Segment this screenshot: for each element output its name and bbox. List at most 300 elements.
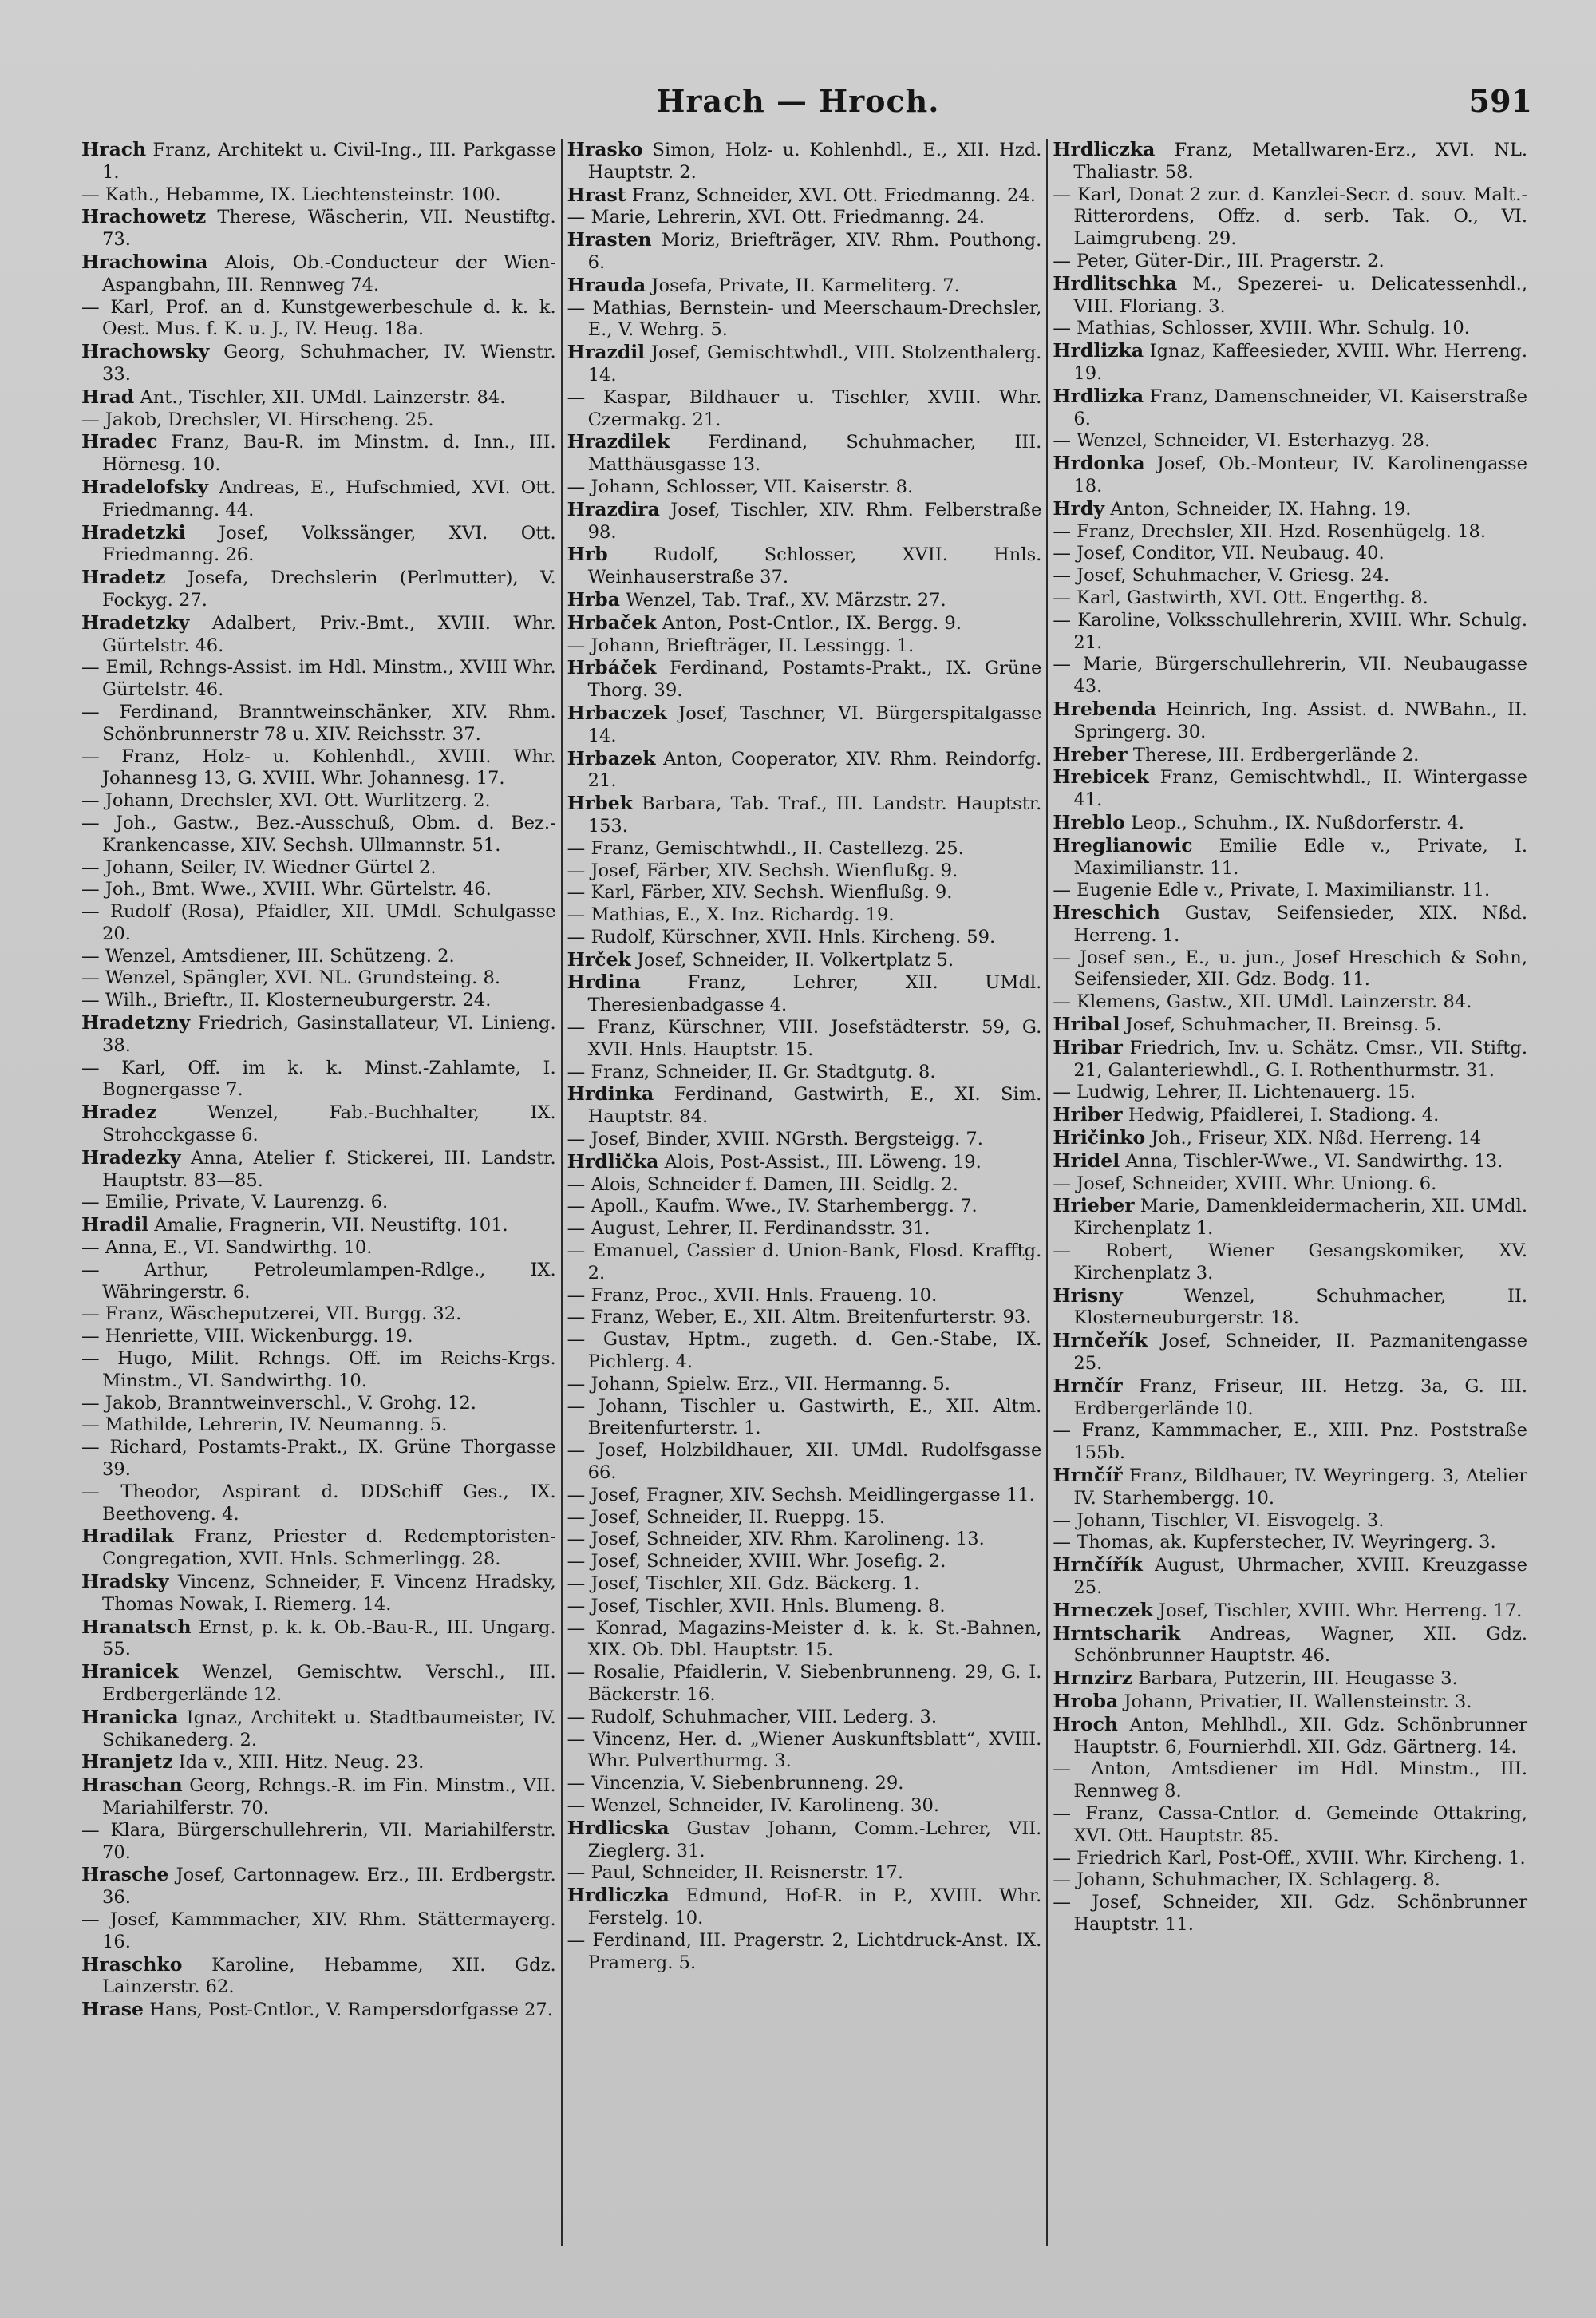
entry-details: — Mathias, Bernstein- und Meerschaum-Drechsler, E., V. Wehrg. 5. (567, 297, 1042, 341)
entry-details: — Karoline, Volksschullehrerin, XVIII. Whr. Schulg. 21. (1053, 609, 1528, 653)
entry-surname: Hrebenda (1053, 697, 1157, 720)
entry-details: — Wenzel, Schneider, VI. Esterhazyg. 28. (1053, 430, 1431, 452)
entry-details: — Mathias, E., X. Inz. Richardg. 19. (567, 904, 895, 926)
directory-entry (81, 409, 556, 432)
entry-details: — Marie, Lehrerin, XVI. Ott. Friedmanng. 24. (567, 207, 985, 228)
entry-details: — Josef, Schneider, XIV. Rhm. Karolineng. 13. (567, 1529, 985, 1550)
entry-details: — Josef, Schneider, II. Rueppg. 15. (567, 1506, 886, 1528)
entry-details: — Joh., Gastw., Bez.-Ausschuß, Obm. d. Bez.-Krankencasse, XIV. Sechsh. Ullmannstr. 51. (81, 812, 556, 856)
entry-details: — Karl, Gastwirth, XVI. Ott. Engerthg. 8. (1053, 587, 1428, 608)
entry-surname: Hrasten (567, 228, 652, 251)
directory-entry (567, 1729, 1042, 1774)
directory-entry (567, 1307, 1042, 1329)
entry-details: — Franz, Wäscheputzerei, VII. Burgg. 32. (81, 1303, 462, 1325)
entry-details: Franz, Schneider, XVI. Ott. Friedmanng. 24. (631, 184, 1036, 206)
directory-entry (81, 1999, 556, 2022)
directory-entry (81, 1214, 556, 1237)
entry-details: Therese, Wäscherin, VII. Neustiftg. 73. (102, 207, 556, 251)
directory-entry (81, 990, 556, 1012)
entry-surname: Hranatsch (81, 1615, 192, 1638)
entry-details: — Rosalie, Pfaidlerin, V. Siebenbrunneng. 29, G. I. Bäckerstr. 16. (567, 1662, 1042, 1705)
directory-entry (567, 1529, 1042, 1551)
entry-details: Franz, Bau-R. im Minstm. d. Inn., III. Hörnesg. 10. (102, 432, 556, 476)
directory-entry (1053, 1285, 1527, 1331)
entry-surname: Hrntscharik (1053, 1621, 1181, 1644)
directory-entry (1053, 1892, 1527, 1936)
entry-details: Johann, Privatier, II. Wallensteinstr. 3. (1124, 1691, 1472, 1712)
directory-entry (567, 1885, 1042, 1930)
directory-entry (567, 612, 1042, 635)
entry-details: Gustav, Seifensieder, XIX. Nßd. Herreng. 1. (1073, 903, 1527, 946)
directory-entry (567, 1573, 1042, 1596)
directory-entry (81, 813, 556, 857)
directory-entry (567, 342, 1042, 387)
page-number: 591 (1468, 83, 1532, 119)
entry-surname: Hrbazek (567, 746, 656, 769)
directory-entry (567, 882, 1042, 904)
entry-details: Josef, Gemischtwhdl., VIII. Stolzenthalerg. 14. (587, 342, 1042, 386)
directory-entry (81, 857, 556, 880)
directory-entry (1053, 139, 1527, 184)
entry-details: — Konrad, Magazins-Meister d. k. k. St.-Bahnen, XIX. Ob. Dbl. Hauptstr. 15. (567, 1617, 1042, 1661)
entry-surname: Hradec (81, 430, 158, 453)
entry-details: — Hugo, Milit. Rchngs. Off. im Reichs-Krgs. Minstm., VI. Sandwirthg. 10. (81, 1348, 556, 1391)
directory-entry (1053, 610, 1527, 655)
entry-details: — Ludwig, Lehrer, II. Lichtenauerg. 15. (1053, 1082, 1416, 1103)
entry-surname: Hrček (567, 947, 631, 971)
entry-details: Franz, Architekt u. Civil-Ing., III. Parkgasse 1. (102, 140, 556, 183)
directory-entry (1053, 1510, 1527, 1533)
entry-surname: Hrachowetz (81, 205, 207, 228)
directory-entry (81, 901, 556, 946)
directory-entry (567, 1485, 1042, 1507)
column-left (77, 139, 561, 2246)
column-middle (561, 139, 1047, 2246)
entry-surname: Hrba (567, 587, 620, 611)
entry-details: — Anton, Amtsdiener im Hdl. Minstm., III. Rennweg 8. (1053, 1758, 1528, 1802)
entry-details: — Johann, Drechsler, XVI. Ott. Wurlitzerg. 2. (81, 790, 491, 812)
entry-details: Anna, Tischler-Wwe., VI. Sandwirthg. 13. (1125, 1150, 1503, 1172)
entry-details: Georg, Schuhmacher, IV. Wienstr. 33. (102, 342, 556, 385)
entry-details: Ida v., XIII. Hitz. Neug. 23. (178, 1752, 425, 1774)
entry-details: Barbara, Tab. Traf., III. Landstr. Hauptstr. 153. (587, 793, 1042, 837)
entry-details: Josef, Cartonnagew. Erz., III. Erdbergstr. 36. (102, 1865, 556, 1909)
entry-surname: Hranicka (81, 1705, 179, 1728)
directory-entry (567, 1151, 1042, 1174)
entry-details: Wenzel, Schuhmacher, II. Klosterneuburgerstr. 18. (1073, 1285, 1528, 1329)
entry-surname: Hranicek (81, 1660, 179, 1683)
entry-details: — Rudolf (Rosa), Pfaidler, XII. UMdl. Schulgasse 20. (81, 901, 556, 944)
directory-entry (81, 1571, 556, 1616)
entry-details: — Franz, Schneider, II. Gr. Stadtgutg. 8. (567, 1061, 936, 1082)
directory-entry (81, 967, 556, 990)
entry-surname: Hrdlička (567, 1149, 659, 1173)
directory-entry (567, 1795, 1042, 1818)
directory-entry (1053, 587, 1527, 610)
entry-details: — Vincenz, Her. d. „Wiener Auskunftsblatt“, XVIII. Whr. Pulverthurmg. 3. (567, 1728, 1042, 1772)
directory-entry (567, 1440, 1042, 1485)
entry-details: — Apoll., Kaufm. Wwe., IV. Starhembergg. 7. (567, 1196, 978, 1217)
entry-details: Josef, Schuhmacher, II. Breinsg. 5. (1125, 1015, 1442, 1036)
directory-entry (1053, 273, 1527, 318)
entry-surname: Hrdlizka (1053, 384, 1144, 407)
entry-details: Wenzel, Gemischtw. Verschl., III. Erdbergerlände 12. (102, 1662, 556, 1705)
entry-details: Josefa, Drechslerin (Perlmutter), V. Fockyg. 27. (102, 568, 556, 611)
entry-surname: Hrdonka (1053, 452, 1145, 475)
entry-surname: Hribar (1053, 1035, 1123, 1058)
entry-surname: Hrase (81, 1998, 144, 2021)
directory-entry (81, 251, 556, 297)
entry-details: — Kath., Hebamme, IX. Liechtensteinstr. 100. (81, 184, 501, 205)
directory-entry (1053, 1240, 1527, 1285)
entry-surname: Hraschan (81, 1774, 183, 1797)
directory-entry (567, 657, 1042, 702)
entry-details: Josef, Tischler, XIV. Rhm. Felberstraße 98. (587, 499, 1042, 543)
entry-details: — Franz, Proc., XVII. Hnls. Fraueng. 10. (567, 1284, 938, 1306)
entry-surname: Hrazdil (567, 341, 646, 364)
entry-details: Ignaz, Architekt u. Stadtbaumeister, IV. Schikanederg. 2. (102, 1707, 556, 1750)
entry-details: Alois, Ob.-Conducteur der Wien-Aspangbahn, III. Rennweg 74. (102, 251, 556, 295)
entry-surname: Hradetzki (81, 520, 186, 544)
directory-entry (1053, 766, 1527, 812)
entry-details: Ferdinand, Gastwirth, E., XI. Sim. Hauptstr. 84. (587, 1084, 1042, 1128)
entry-surname: Hriber (1053, 1103, 1123, 1126)
entry-details: — Gustav, Hptm., zugeth. d. Gen.-Stabe, IX. Pichlerg. 4. (567, 1329, 1042, 1373)
entry-surname: Hrast (567, 183, 626, 206)
entry-details: Josef, Taschner, VI. Bürgerspitalgasse 14. (587, 702, 1042, 746)
directory-entry (1053, 1465, 1527, 1510)
entry-details: Heinrich, Ing. Assist. d. NWBahn., II. Springerg. 30. (1073, 698, 1528, 742)
entry-surname: Hradil (81, 1213, 149, 1236)
entry-surname: Hrbaček (567, 611, 657, 634)
entry-details: Josefa, Private, II. Karmeliterg. 7. (651, 275, 960, 296)
entry-details: — Mathilde, Lehrerin, IV. Neumanng. 5. (81, 1414, 448, 1436)
directory-entry (1053, 386, 1527, 431)
directory-entry (567, 1596, 1042, 1618)
directory-entry (81, 431, 556, 477)
entry-surname: Hrdliczka (1053, 139, 1156, 160)
entry-details: Marie, Damenkleidermacherin, XII. UMdl. Kirchenplatz 1. (1073, 1196, 1528, 1240)
directory-entry (81, 1707, 556, 1752)
entry-details: — Josef, Schuhmacher, V. Griesg. 24. (1053, 565, 1390, 587)
entry-surname: Hranjetz (81, 1750, 173, 1774)
directory-entry (81, 657, 556, 702)
entry-surname: Hradilak (81, 1525, 174, 1548)
directory-entry (1053, 1623, 1527, 1668)
directory-entry (1053, 698, 1527, 744)
entry-surname: Hridel (1053, 1149, 1120, 1172)
directory-entry (567, 139, 1042, 184)
entry-details: — Theodor, Aspirant d. DDSchiff Ges., IX. Beethoveng. 4. (81, 1481, 556, 1525)
directory-entry (1053, 1104, 1527, 1127)
entry-details: Franz, Lehrer, XII. UMdl. Theresienbadgasse 4. (587, 972, 1042, 1016)
entry-surname: Hrdina (567, 971, 641, 994)
entry-details: Franz, Bildhauer, IV. Weyringerg. 3, Atelier IV. Starhembergg. 10. (1073, 1466, 1528, 1509)
entry-surname: Hrnčíř (1053, 1464, 1123, 1487)
entry-surname: Hroch (1053, 1712, 1118, 1735)
entry-details: Hedwig, Pfaidlerei, I. Stadiong. 4. (1128, 1105, 1440, 1126)
directory-entry (567, 1818, 1042, 1863)
directory-entry (81, 1909, 556, 1954)
entry-surname: Hrasche (81, 1863, 169, 1886)
directory-entry (567, 1707, 1042, 1729)
entry-details: August, Uhrmacher, XVIII. Kreuzgasse 25. (1073, 1555, 1528, 1598)
directory-entry (1053, 430, 1527, 453)
entry-surname: Hrachowsky (81, 340, 210, 363)
directory-entry (1053, 744, 1527, 767)
entry-details: Franz, Gemischtwhdl., II. Wintergasse 41. (1073, 767, 1528, 811)
directory-entry (1053, 880, 1527, 902)
directory-entry (567, 1374, 1042, 1396)
entry-details: — Johann, Tischler u. Gastwirth, E., XII. Altm. Breitenfurterstr. 1. (567, 1395, 1042, 1439)
directory-entry (567, 544, 1042, 589)
directory-entry (81, 1102, 556, 1147)
entry-surname: Hrdlizka (1053, 339, 1144, 362)
entry-details: — Rudolf, Kürschner, XVII. Hnls. Kircheng. 59. (567, 926, 996, 947)
directory-entry (567, 838, 1042, 860)
directory-entry (567, 184, 1042, 208)
entry-details: Josef, Schneider, II. Volkertplatz 5. (637, 949, 954, 971)
directory-entry (1053, 1150, 1527, 1173)
entry-details: — Josef, Schneider, XII. Gdz. Schönbrunner Hauptstr. 11. (1053, 1892, 1528, 1935)
entry-details: Gustav Johann, Comm.-Lehrer, VII. Zieglerg. 31. (587, 1818, 1042, 1861)
entry-details: Alois, Post-Assist., III. Löweng. 19. (664, 1151, 982, 1173)
directory-entry (1053, 1420, 1527, 1465)
directory-entry (1053, 521, 1527, 544)
entry-surname: Hradetzny (81, 1011, 191, 1034)
directory-entry (81, 477, 556, 522)
directory-entry (567, 748, 1042, 793)
entry-surname: Hradezky (81, 1145, 181, 1169)
directory-entry (81, 567, 556, 612)
directory-entry (567, 1507, 1042, 1529)
entry-details: Emilie Edle v., Private, I. Maximilianstr. 11. (1073, 835, 1528, 879)
directory-entry (1053, 812, 1527, 835)
directory-entry (81, 1437, 556, 1481)
entry-details: — Karl, Donat 2 zur. d. Kanzlei-Secr. d. souv. Malt.-Ritterordens, Offz. d. serb. Tak. O., VI. Laimgrubeng. 29. (1053, 184, 1528, 250)
directory-entry (1053, 654, 1527, 698)
entry-details: — Henriette, VIII. Wickenburgg. 19. (81, 1326, 413, 1347)
directory-entry (81, 1774, 556, 1820)
directory-entry (567, 1551, 1042, 1573)
entry-details: — Josef, Schneider, XVIII. Whr. Uniong. 6. (1053, 1173, 1437, 1194)
directory-entry (1053, 1195, 1527, 1240)
entry-details: — Josef, Fragner, XIV. Sechsh. Meidlingergasse 11. (567, 1484, 1035, 1505)
entry-details: Franz, Friseur, III. Hetzg. 3a, G. III. Erdbergerlände 10. (1073, 1375, 1528, 1419)
directory-entry (81, 386, 556, 409)
entry-details: Anton, Mehlhdl., XII. Gdz. Schönbrunner Hauptstr. 6, Fournierhdl. XII. Gdz. Gärtnerg. 14. (1073, 1714, 1528, 1758)
column-right (1046, 139, 1532, 2246)
directory-entry (81, 1237, 556, 1260)
entry-details: — Emanuel, Cassier d. Union-Bank, Flosd. Krafftg. 2. (567, 1240, 1042, 1284)
entry-details: — Franz, Drechsler, XII. Hzd. Rosenhügelg. 18. (1053, 520, 1487, 542)
entry-details: Edmund, Hof-R. in P., XVIII. Whr. Ferstelg. 10. (587, 1885, 1042, 1928)
directory-entry (1053, 902, 1527, 947)
directory-entry (81, 946, 556, 968)
entry-details: Vincenz, Schneider, F. Vincenz Hradsky, Thomas Nowak, I. Riemerg. 14. (102, 1572, 556, 1615)
entry-details: — Josef, Tischler, XVII. Hnls. Blumeng. 8. (567, 1595, 946, 1616)
entry-details: — Thomas, ak. Kupferstecher, IV. Weyringerg. 3. (1053, 1532, 1496, 1553)
directory-entry (1053, 1848, 1527, 1870)
directory-entry (567, 1083, 1042, 1129)
directory-entry (567, 949, 1042, 972)
directory-entry (567, 860, 1042, 883)
entry-details: — Ferdinand, Branntweinschänker, XIV. Rhm. Schönbrunnerstr 78 u. XIV. Reichsstr. 37. (81, 701, 556, 745)
directory-entry (1053, 991, 1527, 1014)
entry-details: Josef, Tischler, XVIII. Whr. Herreng. 17. (1159, 1600, 1523, 1621)
entry-details: Adalbert, Priv.-Bmt., XVIII. Whr. Gürtelstr. 46. (102, 612, 556, 656)
entry-details: — Wenzel, Schneider, IV. Karolineng. 30. (567, 1794, 940, 1816)
entry-details: Moriz, Briefträger, XIV. Rhm. Pouthong. 6. (587, 230, 1042, 273)
directory-columns (77, 139, 1532, 2246)
entry-details: — Vincenzia, V. Siebenbrunneng. 29. (567, 1773, 904, 1794)
directory-entry (1053, 498, 1527, 521)
directory-entry (567, 1285, 1042, 1307)
directory-entry (567, 1618, 1042, 1663)
entry-surname: Hrauda (567, 273, 646, 296)
entry-details: Leop., Schuhm., IX. Nußdorferstr. 4. (1131, 812, 1464, 833)
entry-details: Ernst, p. k. k. Ob.-Bau-R., III. Ungarg. 55. (102, 1616, 556, 1660)
entry-details: Josef, Schneider, II. Pazmanitengasse 25. (1073, 1331, 1528, 1375)
directory-entry (81, 297, 556, 342)
entry-surname: Hrnčířík (1053, 1553, 1143, 1576)
entry-surname: Hraschko (81, 1952, 183, 1976)
directory-entry (1053, 453, 1527, 498)
directory-entry (567, 275, 1042, 298)
directory-entry (81, 790, 556, 813)
directory-entry (567, 1062, 1042, 1084)
entry-details: — Karl, Färber, XIV. Sechsh. Wienflußg. 9. (567, 882, 953, 904)
directory-entry (81, 1147, 556, 1193)
entry-details: — Karl, Off. im k. k. Minst.-Zahlamte, I. Bognergasse 7. (81, 1057, 556, 1101)
entry-surname: Hrieber (1053, 1194, 1135, 1217)
directory-entry (1053, 1037, 1527, 1082)
entry-details: — Anna, E., VI. Sandwirthg. 10. (81, 1237, 373, 1259)
directory-entry (81, 522, 556, 568)
directory-entry (567, 207, 1042, 229)
directory-entry (81, 1616, 556, 1662)
entry-details: — Josef, Holzbildhauer, XII. UMdl. Rudolfsgasse 66. (567, 1440, 1042, 1484)
directory-entry (81, 612, 556, 658)
entry-surname: Hribal (1053, 1013, 1120, 1036)
directory-entry (567, 499, 1042, 544)
directory-entry (1053, 1082, 1527, 1104)
entry-details: — Eugenie Edle v., Private, I. Maximilianstr. 11. (1053, 880, 1491, 901)
entry-details: — Franz, Kammmacher, E., XIII. Pnz. Poststraße 155b. (1053, 1420, 1528, 1464)
entry-details: — Josef, Binder, XVIII. NGrsth. Bergsteigg. 7. (567, 1129, 983, 1150)
directory-entry (567, 1218, 1042, 1240)
entry-details: — Wenzel, Spängler, XVI. NL. Grundsteing. 8. (81, 967, 501, 989)
entry-details: Ferdinand, Postamts-Prakt., IX. Grüne Thorg. 39. (587, 658, 1042, 702)
entry-details: Franz, Damenschneider, VI. Kaiserstraße 6. (1073, 386, 1528, 429)
directory-entry (1053, 184, 1527, 251)
entry-details: Anton, Post-Cntlor., IX. Bergg. 9. (662, 612, 962, 634)
entry-details: Rudolf, Schlosser, XVII. Hnls. Weinhauserstraße 37. (587, 544, 1042, 588)
directory-entry (81, 1012, 556, 1058)
entry-details: Ignaz, Kaffeesieder, XVIII. Whr. Herreng. 19. (1073, 341, 1528, 384)
entry-details: — Arthur, Petroleumlampen-Rdlge., IX. Währingerstr. 6. (81, 1259, 556, 1303)
entry-surname: Hreglianowic (1053, 833, 1193, 856)
directory-entry (567, 1930, 1042, 1975)
entry-details: Anton, Schneider, IX. Hahng. 19. (1110, 498, 1412, 520)
entry-details: — Rudolf, Schuhmacher, VIII. Lederg. 3. (567, 1706, 938, 1727)
entry-surname: Hradelofsky (81, 475, 209, 498)
entry-details: — Peter, Güter-Dir., III. Pragerstr. 2. (1053, 250, 1385, 271)
directory-entry (567, 971, 1042, 1017)
entry-surname: Hrdinka (567, 1082, 654, 1106)
directory-entry (567, 1174, 1042, 1197)
directory-entry (81, 1260, 556, 1304)
entry-details: — Josef, Kammmacher, XIV. Rhm. Stättermayerg. 16. (81, 1909, 556, 1952)
entry-details: Friedrich, Gasinstallateur, VI. Linieng. 38. (102, 1013, 556, 1056)
directory-entry (567, 387, 1042, 432)
directory-entry (81, 1820, 556, 1865)
directory-entry (81, 1751, 556, 1774)
entry-surname: Hreschich (1053, 901, 1160, 924)
directory-entry (81, 1192, 556, 1214)
directory-entry (81, 1303, 556, 1326)
entry-surname: Hrdlitschka (1053, 271, 1178, 295)
entry-details: — Emil, Rchngs-Assist. im Hdl. Minstm., XVIII Whr. Gürtelstr. 46. (81, 657, 556, 701)
directory-entry (81, 1414, 556, 1437)
entry-details: — Karl, Prof. an d. Kunstgewerbeschule d. k. k. Oest. Mus. f. K. u. J., IV. Heug. 18a. (81, 296, 556, 340)
directory-entry (1053, 1691, 1527, 1714)
directory-entry (1053, 835, 1527, 880)
entry-details: Josef, Volkssänger, XVI. Ott. Friedmanng. 26. (102, 522, 556, 566)
directory-entry (81, 184, 556, 207)
entry-details: — Klara, Bürgerschullehrerin, VII. Mariahilferstr. 70. (81, 1819, 556, 1863)
entry-details: — Wenzel, Amtsdiener, III. Schützeng. 2. (81, 945, 455, 967)
directory-entry (1053, 1758, 1527, 1803)
entry-surname: Hradsky (81, 1570, 169, 1592)
directory-entry (567, 477, 1042, 499)
entry-details: — Klemens, Gastw., XII. UMdl. Lainzerstr. 84. (1053, 991, 1472, 1013)
entry-details: — Jakob, Branntweinverschl., V. Grohg. 12. (81, 1392, 476, 1414)
entry-surname: Hrdlicska (567, 1816, 670, 1839)
entry-details: Andreas, E., Hufschmied, XVI. Ott. Friedmanng. 44. (102, 477, 556, 520)
directory-entry (1053, 543, 1527, 565)
entry-details: — Josef, Färber, XIV. Sechsh. Wienflußg. 9. (567, 860, 958, 881)
entry-surname: Hrazdilek (567, 430, 670, 453)
directory-entry (567, 702, 1042, 748)
directory-entry (81, 702, 556, 746)
running-title: Hrach — Hroch. (656, 83, 940, 119)
entry-details: Georg, Rchngs.-R. im Fin. Minstm., VII. Mariahilferstr. 70. (102, 1775, 556, 1818)
directory-entry (81, 1525, 556, 1571)
directory-entry (567, 1396, 1042, 1441)
entry-surname: Hrb (567, 543, 608, 566)
entry-details: — Kaspar, Bildhauer u. Tischler, XVIII. Whr. Czermakg. 21. (567, 386, 1042, 430)
entry-details: — Franz, Kürschner, VIII. Josefstädterstr. 59, G. XVII. Hnls. Hauptstr. 15. (567, 1017, 1042, 1060)
directory-entry (81, 341, 556, 386)
directory-entry (1053, 1803, 1527, 1848)
directory-entry (567, 1662, 1042, 1707)
directory-entry (1053, 947, 1527, 992)
directory-entry (567, 1017, 1042, 1062)
entry-details: — Josef sen., E., u. jun., Josef Hreschich & Sohn, Seifensieder, XII. Gdz. Bodg. 11. (1053, 947, 1528, 991)
entry-details: — Johann, Seiler, IV. Wiedner Gürtel 2. (81, 856, 437, 878)
page-header (64, 83, 1532, 131)
entry-details: M., Spezerei- u. Delicatessenhdl., VIII. Floriang. 3. (1073, 273, 1528, 317)
entry-details: — Josef, Conditor, VII. Neubaug. 40. (1053, 543, 1385, 564)
entry-surname: Hradetz (81, 566, 166, 589)
entry-details: — Johann, Tischler, VI. Eisvogelg. 3. (1053, 1509, 1385, 1531)
directory-entry (567, 1329, 1042, 1374)
entry-surname: Hrbek (567, 792, 633, 815)
entry-details: Andreas, Wagner, XII. Gdz. Schönbrunner Hauptstr. 46. (1073, 1623, 1528, 1667)
entry-details: Ant., Tischler, XII. UMdl. Lainzerstr. 84. (140, 386, 506, 408)
entry-surname: Hrachowina (81, 250, 208, 273)
